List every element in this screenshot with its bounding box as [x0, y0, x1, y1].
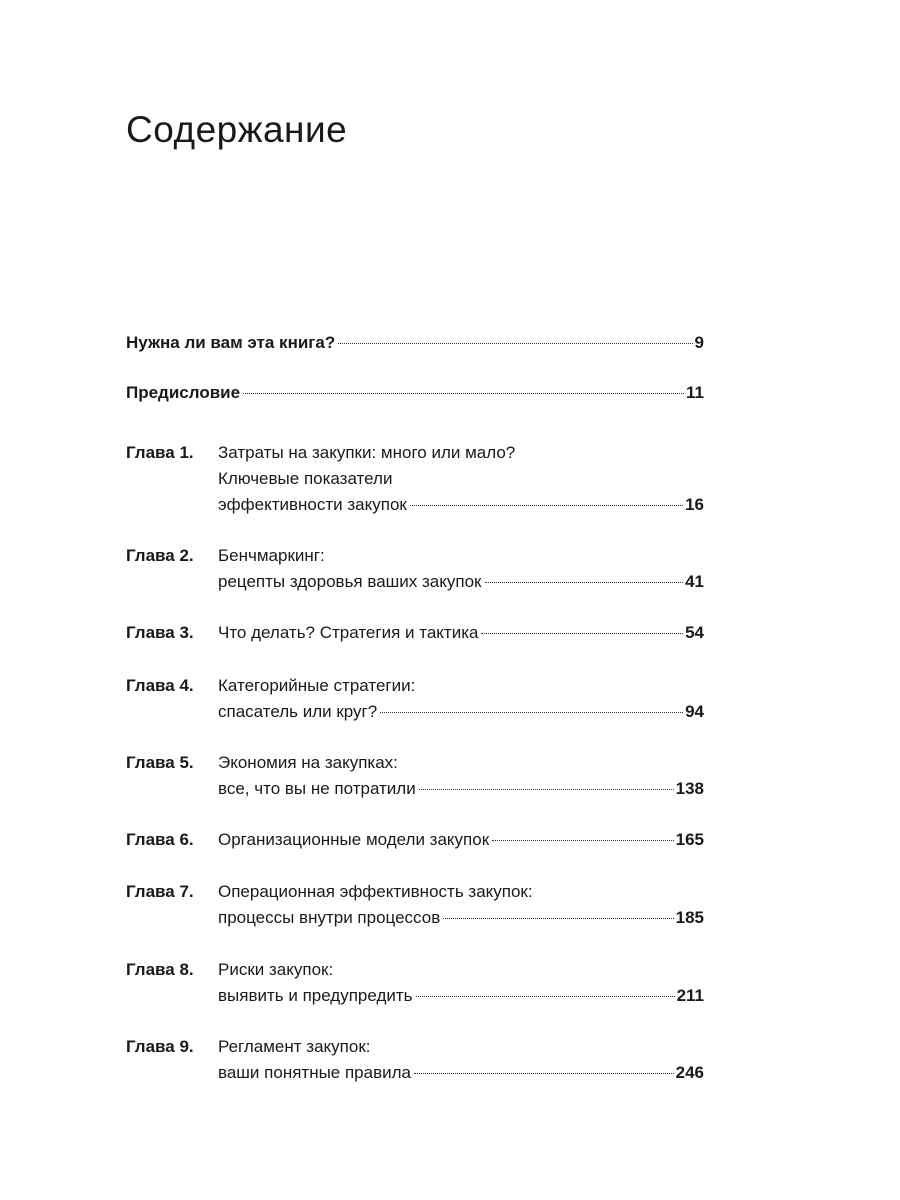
toc-page-number: 138: [675, 779, 704, 798]
chapter-title-line: Что делать? Стратегия и тактика: [218, 623, 479, 642]
toc-page-number: 41: [685, 572, 704, 591]
chapter-label: Глава 6.: [126, 830, 194, 849]
toc-page-number: 54: [685, 623, 704, 642]
dot-leader: [492, 840, 673, 841]
chapter-title-line: выявить и предупредить: [218, 986, 413, 1005]
chapter-title-line: Бенчмаркинг:: [218, 546, 325, 565]
chapter-title-line: Экономия на закупках:: [218, 753, 398, 772]
toc-page-number: 16: [685, 495, 704, 514]
chapter-label: Глава 2.: [126, 546, 194, 565]
dot-leader: [338, 343, 692, 344]
dot-leader: [443, 918, 673, 919]
chapter-title-line: рецепты здоровья ваших закупок: [218, 572, 482, 591]
chapter-label: Глава 7.: [126, 882, 194, 901]
dot-leader: [380, 712, 683, 713]
chapter-title-line: Ключевые показатели: [218, 469, 393, 488]
chapter-label: Глава 4.: [126, 676, 194, 695]
chapter-label: Глава 5.: [126, 753, 194, 772]
chapter-label: Глава 1.: [126, 443, 194, 462]
toc-entry-front-1[interactable]: [126, 330, 704, 356]
chapter-label: Глава 8.: [126, 960, 194, 979]
chapter-title-line: Категорийные стратегии:: [218, 676, 416, 695]
toc-entry-title: Предисловие: [126, 383, 241, 402]
chapter-label: Глава 3.: [126, 623, 194, 642]
dot-leader: [481, 633, 683, 634]
chapter-label: Глава 9.: [126, 1037, 194, 1056]
page-title: Содержание: [126, 109, 348, 150]
chapter-title-line: Риски закупок:: [218, 960, 334, 979]
chapter-title-line: все, что вы не потратили: [218, 779, 416, 798]
dot-leader: [419, 789, 674, 790]
toc-entry-front-2[interactable]: [126, 380, 704, 406]
chapter-title-line: Регламент закупок:: [218, 1037, 371, 1056]
toc-page-number: 211: [676, 986, 704, 1005]
chapter-title-line: спасатель или круг?: [218, 702, 378, 721]
chapter-title-line: ваши понятные правила: [218, 1063, 411, 1082]
toc-page-number: 94: [685, 702, 704, 721]
chapter-title-line: процессы внутри процессов: [218, 908, 441, 927]
chapter-title-line: Операционная эффективность закупок:: [218, 882, 533, 901]
toc-page-number: 246: [675, 1063, 704, 1082]
dot-leader: [414, 1073, 674, 1074]
toc-page-number: 9: [694, 333, 704, 352]
dot-leader: [243, 393, 684, 394]
toc-page-number: 11: [686, 383, 704, 402]
toc-page-number: 165: [675, 830, 704, 849]
chapter-title-line: эффективности закупок: [218, 495, 407, 514]
dot-leader: [416, 996, 675, 997]
dot-leader: [485, 582, 684, 583]
dot-leader: [410, 505, 683, 506]
chapter-title-line: Затраты на закупки: много или мало?: [218, 443, 516, 462]
toc-entry-title: Нужна ли вам эта книга?: [126, 333, 336, 352]
toc-page-number: 185: [675, 908, 704, 927]
chapter-title-line: Организационные модели закупок: [218, 830, 490, 849]
